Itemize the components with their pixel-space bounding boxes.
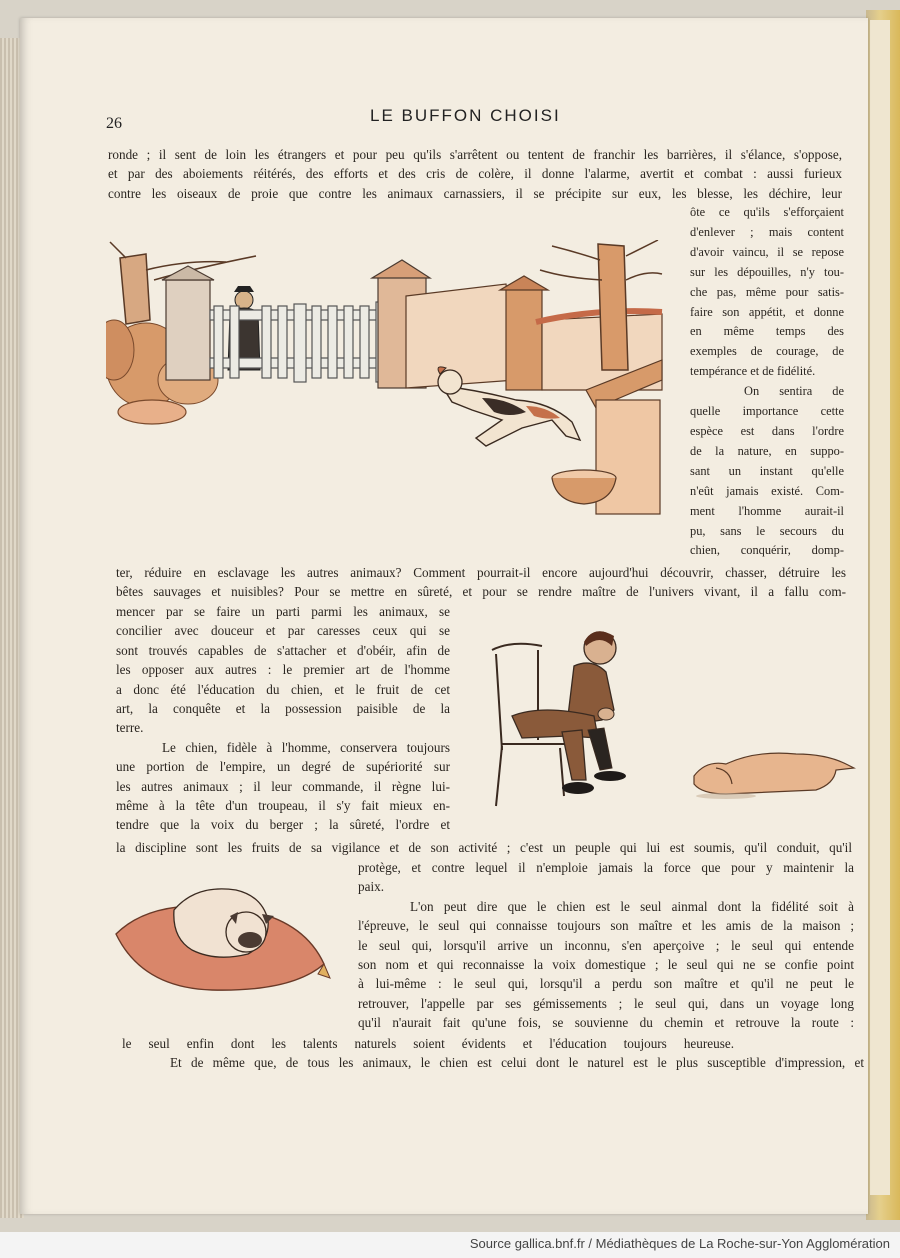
text-line: sur les dépouilles, n'y tou- [690,264,844,279]
text-block-bottom [122,1034,864,1073]
gate-pillar-left [166,280,210,380]
text-line: ronde ; il sent de loin les étrangers et pour peu qu'ils s'arrêtent ou tentent de franchir les barrières, il s'élance, s'oppose, [108,147,842,162]
text-line: contre les oiseaux de proie que contre les animaux carnassiers, il se précipite sur eux, les blesse, les déchire, leur [108,185,842,201]
text-line: On sentira de [744,384,844,399]
text-line: faire son appétit, et donne [690,304,844,319]
page-number: 26 [106,115,122,132]
running-title: LE BUFFON CHOISI [370,106,561,125]
text-line: n'eût jamais existé. Com- [690,483,844,498]
text-line: ter, réduire en esclavage les autres animaux? Comment pourrait-il encore aujourd'hui découvrir, chasser, détruire les [116,565,846,580]
text-line: sont trouvés capables de s'attacher et d'obéir, afin de [116,642,450,658]
text-line: art, la conquête et la possession paisible de la [116,701,450,717]
source-attribution: Source gallica.bnf.fr / Médiathèques de La Roche-sur-Yon Agglomération [469,1236,890,1251]
text-line: mencer par se faire un parti parmi les animaux, se [116,604,450,619]
text-line: Le chien, fidèle à l'homme, conservera toujours [162,739,450,755]
text-line: de la nature, en suppo- [690,443,844,458]
text-line: la discipline sont les fruits de sa vigilance et de son activité ; c'est un peuple qui lui est soumis, qu'il conduit, qu'il [116,840,852,855]
wooden-gate [210,302,390,382]
text-line: retrouver, l'appelle par ses gémissements ; le seul qui, dans un voyage long [358,995,854,1011]
text-line: espèce est dans l'ordre [690,423,844,438]
text-line: l'épreuve, le seul qui connaisse toujours son maître et les amis de la maison ; [358,918,854,934]
garden-wall [406,284,516,388]
text-line: quelle importance cette [690,404,844,419]
tree-right [598,244,628,370]
illustration-sleeping-dog [686,740,856,800]
text-line: et par des aboiements réitérés, des efforts et des cris de colère, il donne l'alarme, avertit et combat : aussi furieux [108,166,842,182]
illustration-dog-guarding-gate [106,240,666,520]
book-cover-edge-right [866,10,900,1220]
text-block-middle [116,563,846,602]
text-block-right-lower [358,858,854,1033]
text-block-top [108,145,842,203]
text-line: tendre que la voix du berger ; la sûreté, l'ordre et [116,817,450,833]
text-line: ment l'homme aurait-il [690,503,844,518]
text-line: concilier avec douceur et par caresses ceux qui se [116,623,450,639]
text-line: le seul enfin dont les talents naturels soient évidents et l'éducation toujours heureuse. [122,1036,734,1051]
text-line: bêtes sauvages et nuisibles? Pour se mettre en sûreté, et pour se rendre maître de l'univers vivant, il a fallu com- [116,584,846,600]
text-line: les autres animaux ; il leur commande, il règne lui- [116,778,450,794]
text-line: qu'il n'aurait fait qu'une fois, se souvienne du chemin et retrouve la route : [358,1015,854,1031]
text-block-left-column [116,602,450,835]
text-line: les opposer aux autres : le premier art de l'homme [116,662,450,678]
text-line: Et de même que, de tous les animaux, le chien est celui dont le naturel est le plus susceptible d'impression, et [170,1055,864,1071]
text-block-right-column [690,203,844,561]
text-line: a donc été l'éducation du chien, et le fruit de cet [116,681,450,697]
text-line: terre. [116,720,144,736]
text-line: pu, sans le secours du [690,523,844,538]
text-line: le seul qui, lorsqu'il arrive un inconnu, s'en aperçoive ; le seul qui entende [358,937,854,953]
text-line: même à la tête d'un troupeau, il s'y fait mieux en- [116,798,450,814]
text-line: ôte ce qu'ils s'efforçaient [690,205,844,219]
text-line: chien, conquérir, domp- [690,543,844,558]
text-line: une portion de l'empire, un degré de supériorité sur [116,759,450,775]
text-line: exemples de courage, de [690,344,844,359]
text-line: à lui-même : le seul qui, lorsqu'il a perdu son maître et qu'il ne peut le [358,976,854,992]
text-line: tempérance et de fidélité. [690,364,816,379]
illustration-pug-on-cushion [112,880,332,998]
pug [174,889,274,957]
seated-man [512,631,626,794]
text-line: L'on peut dire que le chien est le seul ainmal dont la fidélité soit à [410,898,854,914]
text-line: che pas, même pour satis- [690,284,844,299]
text-line: d'enlever ; mais content [690,224,844,239]
rock [118,400,186,424]
tree-left [120,254,150,324]
text-line-discipline [116,838,852,857]
text-line: en même temps des [690,324,844,339]
text-line: son nom et qui reconnaisse la voix domestique ; le seul qui ne se confie point [358,957,854,973]
text-line: d'avoir vaincu, il se repose [690,244,844,259]
text-line: protège, et contre lequel il n'emploie jamais la force que pour y maintenir la [358,860,854,875]
illustration-man-in-chair [482,620,642,810]
text-line: paix. [358,879,385,895]
text-line: sant un instant qu'elle [690,463,844,478]
